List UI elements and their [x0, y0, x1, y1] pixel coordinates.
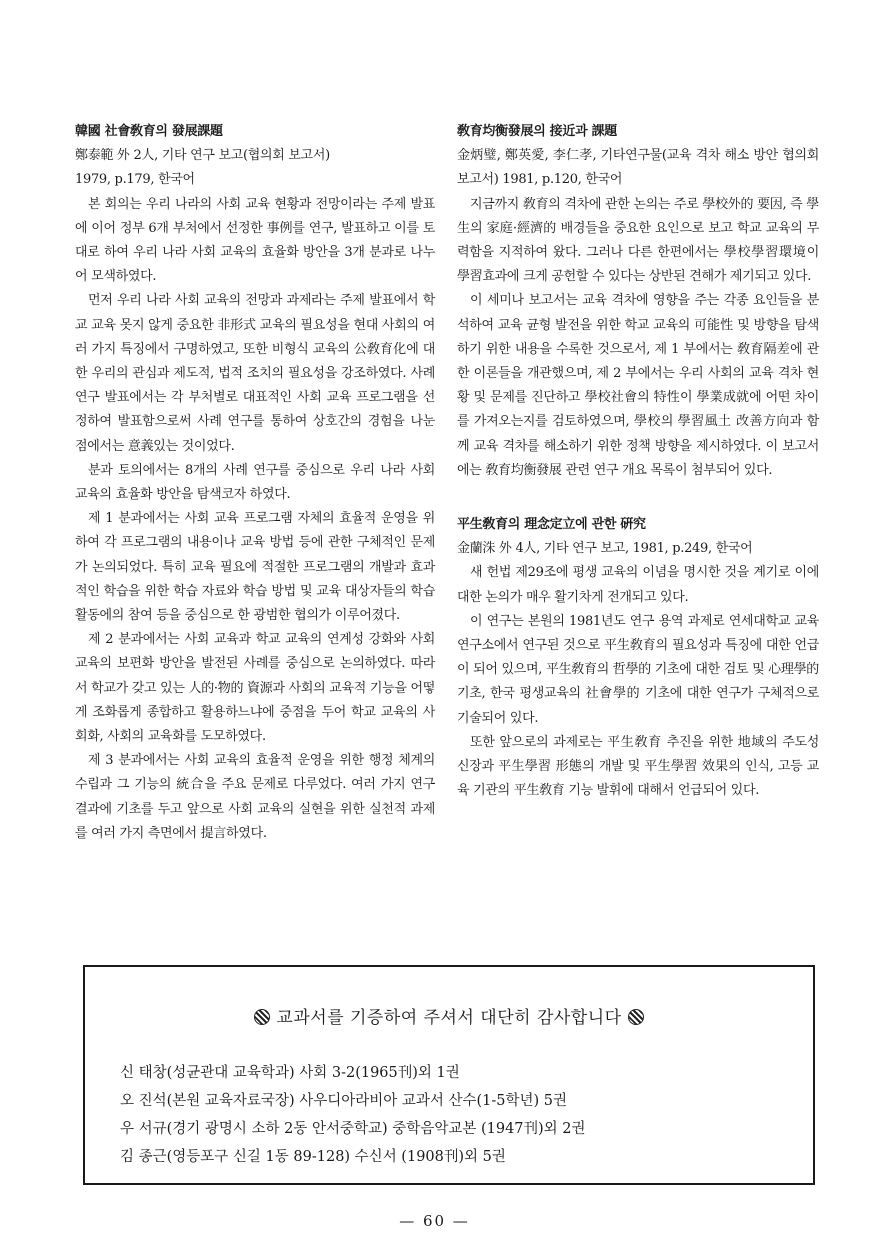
- donation-notice-box: [83, 965, 815, 1185]
- bullet-circle-icon: [628, 1009, 644, 1025]
- entry-title: 敎育均衡發展의 接近과 課題: [457, 124, 617, 139]
- abstract-paragraph: 새 헌법 제29조에 평생 교육의 이념을 명시한 것을 계기로 이에 대한 논의가 매우 활기차게 전개되고 있다.: [457, 565, 819, 605]
- abstract-paragraph: 제 2 분과에서는 사회 교육과 학교 교육의 연계성 강화와 사회 교육의 보편화 방안을 발전된 사례를 중심으로 논의하였다. 따라서 학교가 갖고 있는 人的·物的 資源과 사회의 교육적 기능을 어떻게 조화롭게 종합하고 활용하느냐에 중점을 두어 학교 교육의 사회화, 사회의 교육화를 도모하였다.: [75, 632, 435, 745]
- entry-spacer: [457, 483, 819, 513]
- bullet-circle-icon: [254, 1009, 270, 1025]
- abstract-paragraph: 제 1 분과에서는 사회 교육 프로그램 자체의 효율적 운영을 위하여 각 프로그램의 내용이나 교육 방법 등에 관한 구체적인 문제가 논의되었다. 특히 교육 필요에 적절한 프로그램의 개발과 효과적인 학습을 위한 학습 자료와 학습 방법 및 교육 대상자들의 학습 활동에의 참여 등을 중심으로 한 광범한 협의가 이루어졌다.: [75, 511, 435, 624]
- right-column: [457, 120, 819, 803]
- donation-notice-heading: [85, 1003, 813, 1028]
- entry-title: 韓國 社會敎育의 發展課題: [75, 124, 223, 139]
- heading-text: 교과서를 기증하여 주셔서 대단히 감사합니다: [276, 1008, 622, 1028]
- abstract-paragraph: 본 회의는 우리 나라의 사회 교육 현황과 전망이라는 주제 발표에 이어 정부 6개 부처에서 선정한 事例를 연구, 발표하고 이를 토대로 하여 우리 나라 사회 교육의 효율화 방안을 3개 분과로 나누어 모색하였다.: [75, 196, 435, 285]
- entry-authors: 金蘭洙 外 4人, 기타 연구 보고, 1981, p.249, 한국어: [457, 541, 753, 557]
- donor-list: [120, 1059, 586, 1171]
- donor-item: 신 태창(성균관대 교육학과) 사회 3-2(1965刊)외 1권: [120, 1065, 460, 1081]
- entry-authors: 鄭泰範 外 2人, 기타 연구 보고(협의회 보고서): [75, 148, 330, 164]
- abstract-paragraph: 먼저 우리 나라 사회 교육의 전망과 과제라는 주제 발표에서 학교 교육 못지 않게 중요한 非形式 교육의 필요성을 현대 사회의 여러 가지 특징에서 구명하였고, 또한 비형식 교육의 公敎育化에 대한 우리의 관심과 제도적, 법적 조치의 필요성을 강조하였다. 사례 연구 발표에서는 각 부처별로 대표적인 사회 교육 프로그램을 선정하여 발표함으로써 사례 연구를 통하여 상호간의 경험을 나눈 점에서는 意義있는 것이었다.: [75, 293, 435, 454]
- donor-item: 우 서규(경기 광명시 소하 2동 안서중학교) 중학음악교본 (1947刊)외 2권: [120, 1121, 586, 1137]
- left-column: [75, 120, 435, 846]
- donor-item: 오 진석(본원 교육자료국장) 사우디아라비아 교과서 산수(1-5학년) 5권: [120, 1093, 568, 1109]
- entry-publication-info: 1979, p.179, 한국어: [75, 172, 195, 188]
- abstract-paragraph: 제 3 분과에서는 사회 교육의 효율적 운영을 위한 행정 체계의 수립과 그 기능의 統合을 주요 문제로 다루었다. 여러 가지 연구 결과에 기초를 두고 앞으로 사회 교육의 실현을 위한 실천적 과제를 여러 가지 측면에서 提言하였다.: [75, 753, 435, 841]
- abstract-paragraph: 지금까지 敎育의 격차에 관한 논의는 주로 學校外的 要因, 즉 學生의 家庭·經濟的 배경들을 중요한 요인으로 보고 학교 교육의 무력함을 지적하여 왔다. 그러나 다른 한편에서는 學校學習環境이 學習효과에 크게 공헌할 수 있다는 상반된 견해가 제기되고 있다.: [457, 196, 819, 285]
- abstract-paragraph: 이 연구는 본원의 1981년도 연구 용역 과제로 연세대학교 교육연구소에서 연구된 것으로 平生敎育의 필요성과 특징에 대한 언급이 되어 있으며, 平生敎育의 哲學的 기초에 대한 검토 및 心理學的 기초, 한국 평생교육의 社會學的 기초에 대한 연구가 구체적으로 기술되어 있다.: [457, 613, 819, 726]
- abstract-paragraph: 또한 앞으로의 과제로는 平生敎育 추진을 위한 地域의 주도성 신장과 平生學習 形態의 개발 및 平生學習 效果의 인식, 고등 교육 기관의 平生敎育 기능 발휘에 대해서 언급되어 있다.: [457, 734, 819, 799]
- page-number: — 60 —: [399, 1212, 470, 1230]
- entry-title: 平生敎育의 理念定立에 관한 硏究: [457, 517, 646, 533]
- donor-item: 김 종근(영등포구 신길 1동 89-128) 수신서 (1908刊)외 5권: [120, 1149, 506, 1165]
- abstract-paragraph: 분과 토의에서는 8개의 사례 연구를 중심으로 우리 나라 사회 교육의 효율화 방안을 탐색코자 하였다.: [75, 462, 435, 503]
- abstract-paragraph: 이 세미나 보고서는 교육 격차에 영향을 주는 각종 요인들을 분석하여 교육 균형 발전을 위한 학교 교육의 可能性 및 방향을 탐색하기 위한 내용을 수록한 것으로서, 제 1 부에서는 敎育隔差에 관한 이론들을 개관했으며, 제 2 부에서는 우리 사회의 교육 격차 현황 및 문제를 진단하고 學校社會의 特性이 學業成就에 어떤 차이를 가져오는지를 검토하였으며, 學校의 學習風土 改善方向과 함께 교육 격차를 해소하기 위한 정책 방향을 제시하였다. 이 보고서에는 敎育均衡發展 관련 연구 개요 목록이 첨부되어 있다.: [457, 293, 819, 478]
- entry-authors: 金炳璧, 鄭英愛, 李仁孝, 기타연구물(교육 격차 해소 방안 협의회 보고서) 1981, p.120, 한국어: [457, 148, 819, 188]
